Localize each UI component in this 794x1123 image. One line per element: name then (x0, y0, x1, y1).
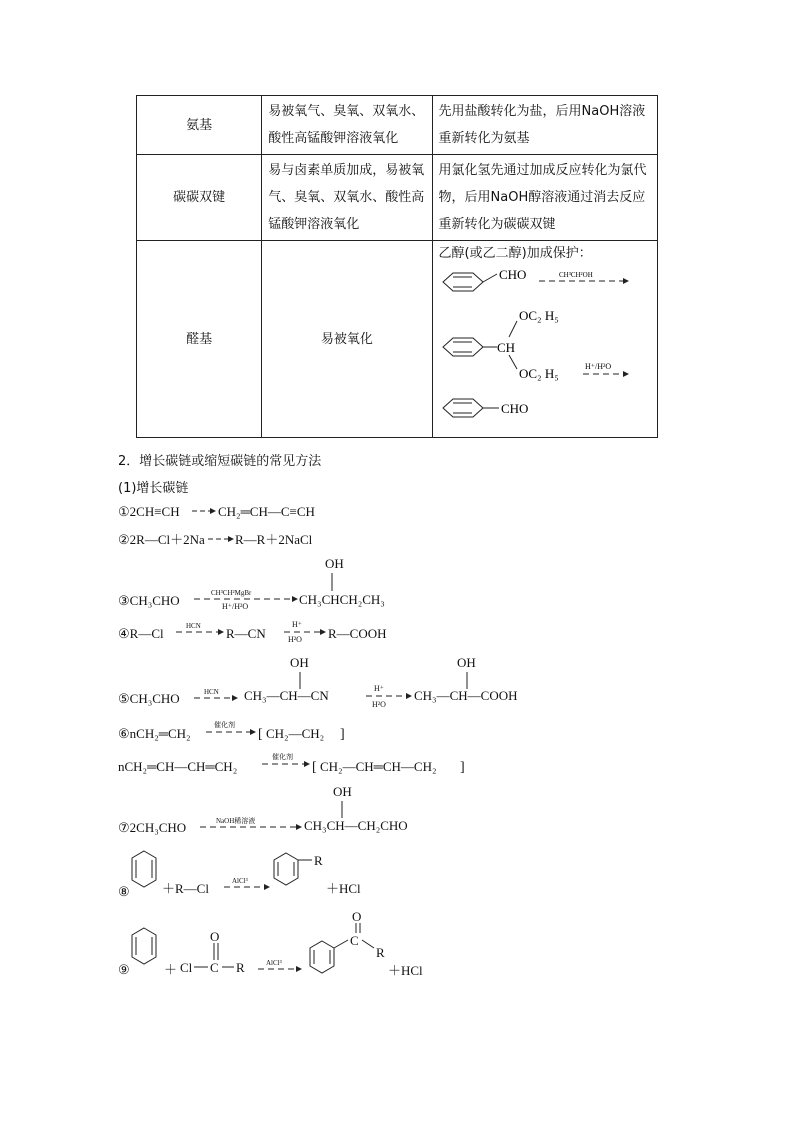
oh-label: OH (457, 655, 476, 670)
reaction-4-right: R—COOH (328, 626, 387, 641)
group-protection (432, 241, 657, 438)
reaction-1-right: CH₂═CH—C≡CH (218, 504, 315, 519)
reagent-label: NaOH稀溶液 (216, 817, 256, 825)
oc2h5-top: OC₂ H₅ (518, 308, 559, 323)
arrowhead-icon (623, 278, 629, 284)
group-property: 易被氧化 (262, 241, 432, 438)
reaction-8-number: ⑧ (118, 884, 130, 899)
arrowhead-icon (296, 966, 302, 972)
reagent-label: 催化剂 (272, 753, 293, 761)
reagent-label: CH³CH²MgBr (211, 589, 252, 597)
arrowhead-icon (218, 629, 224, 635)
reagent-label: H²O (372, 700, 386, 709)
reaction-6-left: ⑥nCH₂═CH₂ (118, 726, 191, 741)
arrowhead-icon (292, 596, 298, 602)
reagent-label: AlCl³ (232, 877, 248, 885)
reaction-3-left: ③CH₃CHO (118, 593, 180, 608)
oh-label: OH (325, 556, 344, 571)
arrowhead-icon (232, 695, 238, 701)
reagent-label: HCN (186, 622, 201, 630)
reagent-label: H⁺/H²O (584, 362, 611, 371)
arrowhead-icon (320, 629, 326, 635)
table-row (137, 155, 658, 241)
plus-sign: ＋ (164, 962, 178, 977)
arrowhead-icon (623, 371, 629, 377)
arrowhead-icon (296, 824, 302, 830)
reagent-label: H²O (288, 635, 302, 644)
reaction-7-right: CH₃CH—CH₂CHO (304, 818, 408, 833)
reaction-8-reagent-a: ＋R—Cl (162, 881, 209, 896)
cho-label: CHO (500, 401, 528, 416)
oh-label: OH (290, 655, 309, 670)
group-property: 易被氧气、臭氧、双氧水、酸性高锰酸钾溶液氧化 (262, 96, 432, 155)
reaction-5-right: CH₃—CH—COOH (414, 688, 518, 703)
oc2h5-bottom: OC₂ H₅ (518, 366, 559, 381)
reaction-2-left: ②2R—Cl＋2Na (118, 532, 205, 547)
reaction-5-mid: CH₃—CH—CN (244, 688, 329, 703)
reaction-1-left: ①2CH≡CH (118, 504, 180, 519)
cho-label: CHO (498, 267, 526, 282)
reagent-label: H⁺ (374, 684, 384, 693)
r-group-label: R (376, 945, 385, 960)
arrowhead-icon (264, 884, 270, 890)
reagent-label: H⁺/H²O (222, 602, 249, 611)
arrowhead-icon (210, 508, 216, 514)
reaction-6b-right: CH₂—CH═CH—CH₂ (320, 759, 437, 774)
protection-title: 乙醇(或乙二醇)加成保护： (438, 246, 592, 261)
benzene-ring-icon (443, 399, 499, 417)
table-row (137, 96, 658, 155)
benzene-ring-icon (132, 928, 156, 964)
bracket-right: ] (340, 727, 345, 742)
reaction-4-mid: R—CN (226, 626, 266, 641)
cl-label: Cl (180, 960, 193, 975)
arrowhead-icon (406, 693, 412, 699)
carbonyl-o-label: O (352, 909, 362, 924)
bracket-left: [ (258, 727, 263, 742)
hcl-label: ＋HCl (388, 963, 423, 978)
r-group-label: R (236, 960, 245, 975)
reaction-7-left: ⑦2CH₃CHO (118, 820, 187, 835)
group-name: 碳碳双键 (137, 155, 262, 241)
benzene-ring-icon (443, 273, 497, 291)
benzene-ring-icon (132, 851, 156, 887)
reaction-4-left: ④R—Cl (118, 626, 164, 641)
arrowhead-icon (228, 536, 234, 542)
reaction-6b-left: nCH₂═CH—CH═CH₂ (118, 759, 238, 774)
protection-table (136, 95, 658, 438)
oh-label: OH (333, 784, 352, 799)
reagent-label: CH³CH²OH (558, 271, 593, 279)
section-title: 2．增长碳链或缩短碳链的常见方法 (118, 454, 322, 469)
ch-label: CH (496, 340, 515, 355)
bracket-left: [ (312, 760, 317, 775)
group-name: 氨基 (137, 96, 262, 155)
r-group-label: R (314, 853, 323, 868)
hcl-label: ＋HCl (326, 881, 361, 896)
reagent-label: H⁺ (292, 620, 302, 629)
reagent-label: 催化剂 (214, 721, 235, 729)
reaction-3-product: CH₃CHCH₂CH₃ (299, 592, 385, 607)
benzene-ring-icon (274, 853, 312, 885)
aldehyde-protection-scheme (439, 265, 644, 425)
reaction-5-left: ⑤CH₃CHO (118, 691, 180, 706)
reactions-canvas (110, 495, 670, 995)
arrowhead-icon (250, 729, 256, 735)
group-protection: 用氯化氢先通过加成反应转化为氯代物，后用NaOH醇溶液通过消去反应重新转化为碳碳双键 (432, 155, 657, 241)
carbonyl-o-label: O (210, 929, 220, 944)
table-row (137, 241, 658, 438)
carbonyl-c-label: C (210, 960, 219, 975)
reaction-9-number: ⑨ (118, 962, 130, 977)
section-subtitle: (1)增长碳链 (118, 481, 189, 496)
reagent-label: HCN (204, 688, 219, 696)
bracket-right: ] (460, 760, 465, 775)
reaction-6-right: CH₂—CH₂ (266, 726, 325, 741)
arrowhead-icon (304, 761, 310, 767)
carbonyl-c-label: C (350, 933, 359, 948)
benzene-ring-icon (310, 923, 374, 973)
group-protection: 先用盐酸转化为盐，后用NaOH溶液重新转化为氨基 (432, 96, 657, 155)
reaction-2-right: R—R＋2NaCl (235, 532, 313, 547)
group-name: 醛基 (137, 241, 262, 438)
reagent-label: AlCl³ (266, 959, 282, 967)
group-property: 易与卤素单质加成，易被氧气、臭氧、双氧水、酸性高锰酸钾溶液氧化 (262, 155, 432, 241)
